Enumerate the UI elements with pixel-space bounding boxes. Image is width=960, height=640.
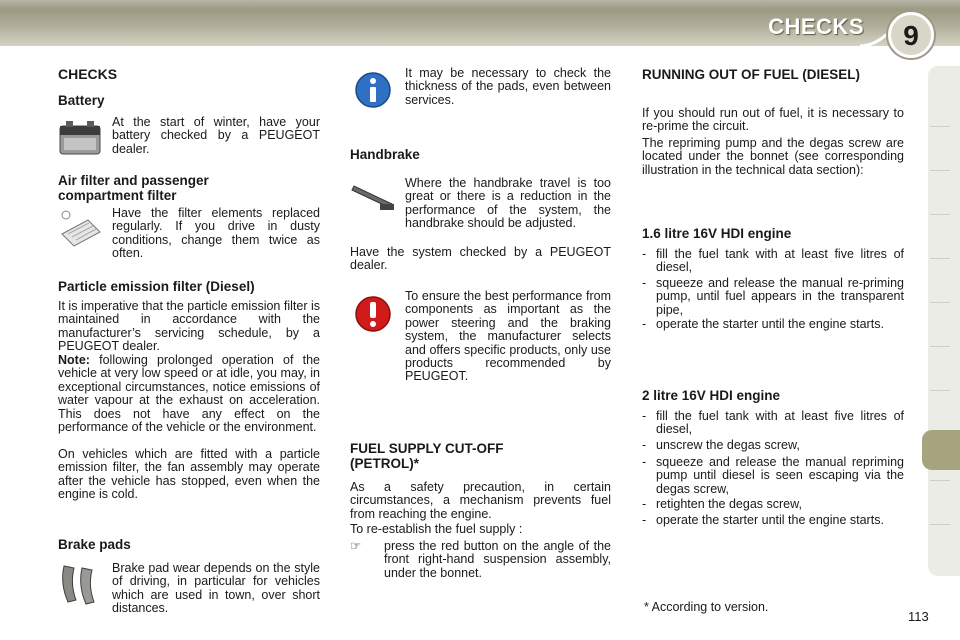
hdi2-heading: 2 litre 16V HDI engine [642,388,781,403]
brake-pads-heading: Brake pads [58,537,131,552]
air-filter-heading: Air filter and passenger compartment filter [58,173,209,203]
tab-divider [930,480,950,481]
tab-divider [930,390,950,391]
battery-text: At the start of winter, have your battery checked by a PEUGEOT dealer. [112,115,320,156]
fuel-cutoff-instruction: To re-establish the fuel supply : [350,522,523,536]
tab-divider [930,126,950,127]
brake-pads-text: Brake pad wear depends on the style of driving, in particular for vehicles which are used in town, over short distances. [112,561,320,616]
info-icon [354,70,392,110]
handbrake-icon [350,182,396,216]
footnote: * According to version. [644,600,769,614]
header-shine [0,0,960,10]
particle-filter-fan-text: On vehicles which are fitted with a particle emission filter, the fan assembly may operate after the vehicle has stopped, even when the engine is cold. [58,447,320,502]
battery-icon [58,116,102,158]
particle-filter-heading: Particle emission filter (Diesel) [58,279,255,294]
list-item: - squeeze and release the manual repriming pump until diesel is seen escaping via the degas screw, [642,455,904,496]
running-out-text: If you should run out of fuel, it is necessary to re-prime the circuit. [642,106,904,134]
list-item: - retighten the degas screw, [642,497,802,511]
handbrake-adjust-text: Where the handbrake travel is too great or there is a reduction in the performance of the system, the handbrake should be adjusted. [405,176,611,231]
list-item: - operate the starter until the engine starts. [642,317,884,331]
section-title-checks: CHECKS [58,66,118,82]
chapter-number: 9 [903,20,919,51]
list-item: - fill the fuel tank with at least five litres of diesel, [642,247,904,275]
note-text: following prolonged operation of the vehicle at very low speed or at idle, you may, in exceptional circumstances, notice emissions of water vapour at the exhaust on acceleration. This does not have any effect on the performance of the vehicle or the environment. [58,353,320,435]
page-title: CHECKS [768,14,864,39]
tab-divider [930,524,950,525]
chapter-badge [888,12,934,58]
page-number: 113 [908,609,929,624]
chapter-tab-strip [928,66,960,576]
list-item: - fill the fuel tank with at least five litres of diesel, [642,409,904,437]
handbrake-text [405,177,611,231]
tab-divider [930,346,950,347]
fuel-cutoff-heading: FUEL SUPPLY CUT-OFF (PETROL)* [350,441,504,471]
hand-pointer-icon: ☞ [350,539,362,553]
tab-divider [930,214,950,215]
particle-filter-text: It is imperative that the particle emission filter is maintained in accordance with the manufacturer’s servicing schedule, by a PEUGEOT dealer. [58,299,320,354]
handbrake-heading: Handbrake [350,147,420,162]
warning-text: To ensure the best performance from components as important as the power steering and the braking system, the manufacturer selects and offers specific products, only use products recommended by PEUGEOT. [405,289,611,384]
tab-divider [930,302,950,303]
air-filter-text: Have the filter elements replaced regularly. If you drive in dusty conditions, change them twice as often. [112,206,320,261]
running-out-heading: RUNNING OUT OF FUEL (DIESEL) [642,67,860,82]
list-item: - squeeze and release the manual re-priming pump, until fuel appears in the transparent pipe, [642,276,904,317]
info-text: It may be necessary to check the thickness of the pads, even between services. [405,66,611,107]
tab-divider [930,258,950,259]
handbrake-check-text: Have the system checked by a PEUGEOT dealer. [350,245,611,273]
fuel-cutoff-text: As a safety precaution, in certain circumstances, a mechanism prevents fuel from reaching the engine. [350,480,611,521]
brake-pads-icon [58,560,102,608]
particle-filter-note [58,354,320,434]
list-item: - unscrew the degas screw, [642,438,800,452]
fuel-cutoff-bullet [350,540,611,580]
tab-divider [930,170,950,171]
list-item: - operate the starter until the engine starts. [642,513,884,527]
reprime-text: The repriming pump and the degas screw are located under the bonnet (see corresponding illustration in the technical data section): [642,136,904,177]
air-filter-icon [58,208,102,250]
battery-heading: Battery [58,93,105,108]
hdi16-heading: 1.6 litre 16V HDI engine [642,226,792,241]
fuel-cutoff-bullet-text: press the red button on the angle of the front right-hand suspension assembly, under the bonnet. [384,539,611,580]
warning-icon [354,294,392,334]
header-band [0,0,960,46]
note-label: Note: [58,353,90,367]
active-chapter-tab[interactable] [922,430,960,470]
